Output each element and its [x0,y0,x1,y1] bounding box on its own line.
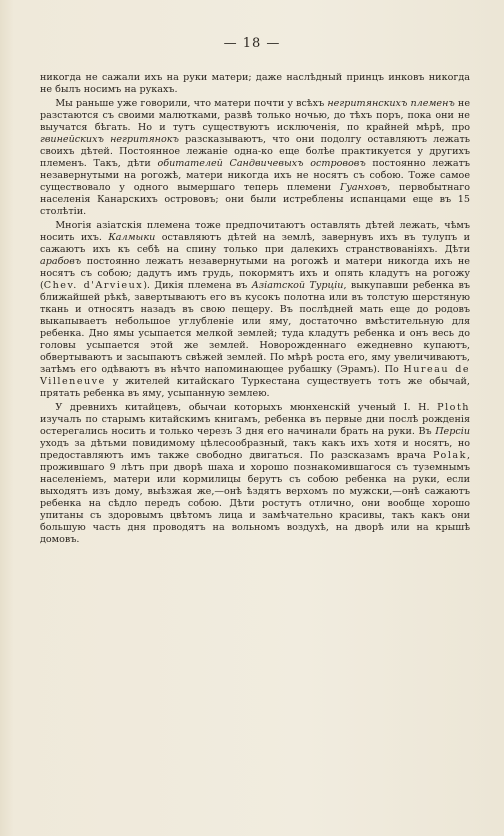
paragraph [40,98,470,218]
text-run: у жителей китайскаго Туркестана существуетъ тотъ же обычай, прятать ребенка въ яму, усыпанную землею. [40,376,470,400]
text-run: У древнихъ китайцевъ, обычаи которыхъ мюнхенскій ученый I. H. [55,401,438,413]
text-run: никогда не сажали ихъ на руки матери; даже наслѣдный принцъ инковъ никогда не былъ носимъ на рукахъ. [40,72,470,96]
italic-run: Калмыки [108,231,156,243]
text-run: оставляютъ дѣтей на землѣ, завернувъ ихъ въ тулупъ и сажаютъ ихъ къ себѣ на спину только при далекихъ странствованіяхъ. Дѣти [40,231,470,255]
spaced-name-run: Hureau de Villeneuve [40,364,471,388]
page-number: — 18 — [223,36,281,51]
text-run: , прожившаго 9 лѣтъ при дворѣ шаха и хорошо познакомившагося съ туземнымъ населеніемъ, матери или кормилицы берутъ съ собою ребенка на руки, если выходятъ изъ дому, выѣзжая же,—онѣ ѣздятъ верхомъ по мужски,—онѣ сажаютъ ребенка на сѣдло передъ собою. Дѣти ростутъ отлично, они вообще хорошо упитаны съ здоровымъ цвѣтомъ лица и замѣчательно красивы, такъ какъ они большую часть дня проводятъ на вольномъ воздухѣ, на дворѣ или на крышѣ домовъ. [40,449,470,546]
spaced-name-run: Chev. d'Arvieux [43,279,144,291]
spaced-name-run: Ploth [437,401,470,413]
text-run: , первобытнаго населенія Канарскихъ острововъ; они были истреблены испанцами еще въ 15 столѣтіи. [40,181,471,218]
text-run: , выкупавши ребенка въ ближайшей рѣкѣ, завертываютъ его въ кусокъ полотна или въ толстую шерстяную ткань и относятъ назадъ въ свою пещеру. Въ послѣдней мать еще до родовъ выкапываетъ небольшое углубленіе или яму, достаточно вмѣстительную для ребенка. Дно ямы усыпается мелкой землей; туда кладутъ ребенка и онъ весь до головы усыпается этой же землей. Новорожденнаго ежедневно купаютъ, обвертываютъ и засыпаютъ свѣжей землей. По мѣрѣ роста его, яму увеличиваютъ, затѣмъ его одѣваютъ въ нѣчто напоминающее рубашку (Эрамъ). По [40,279,470,376]
text-run: изучалъ по старымъ китайскимъ книгамъ, ребенка въ первые дни послѣ рожденія остерегались носить и только черезъ 3 дня его начинали брать на руки. Въ [40,413,470,437]
italic-run: гвинейскихъ негритянокъ [40,133,179,145]
paragraph [40,72,470,96]
text-run: постоянно лежатъ незавернутыми на рогожѣ и матери никогда ихъ не носятъ съ собою; дадутъ имъ грудь, покормятъ ихъ и опять кладутъ на рогожу ( [40,255,470,291]
italic-run: обитателей Сандвичевыхъ острововъ [157,157,366,169]
italic-run: Гуанховъ [339,181,388,193]
italic-run: негритянскихъ племенъ [327,97,455,109]
italic-run: арабовъ [40,255,82,267]
italic-run: Персіи [435,425,470,437]
text-run: разсказываютъ, что они подолгу оставляютъ лежать своихъ дѣтей. Постоянное лежаніе одна-ко еще болѣе практикуется у другихъ племенъ. Такъ, дѣти [40,133,470,169]
text-run: ). Дикія племена въ [143,279,252,291]
text-run: Мы раньше уже говорили, что матери почти у всѣхъ [55,97,328,109]
text-run: уходъ за дѣтьми повидимому цѣлесообразный, такъ какъ ихъ хотя и носятъ, но предоставляютъ имъ также свободно двигаться. По разсказамъ врача [40,437,470,461]
body-text [40,72,470,548]
paragraph [40,220,470,401]
text-run: постоянно лежатъ незавернутыми на рогожѣ, матери никогда ихъ не носятъ съ собою. Тоже самое существовало у одного вымершаго теперь племени [40,157,470,193]
paragraph [40,402,470,547]
text-run: не разстаются съ своими малютками, развѣ только ночью, до тѣхъ поръ, пока они не выучатся бѣгать. Но и тутъ существуютъ исключенія, по крайней мѣрѣ, про [40,97,470,133]
text-run: Многія азіатскія племена тоже предпочитаютъ оставлять дѣтей лежать, чѣмъ носить ихъ. [40,219,470,243]
spaced-name-run: Polak [432,449,467,461]
italic-run: Азіатской Турціи [251,279,344,291]
